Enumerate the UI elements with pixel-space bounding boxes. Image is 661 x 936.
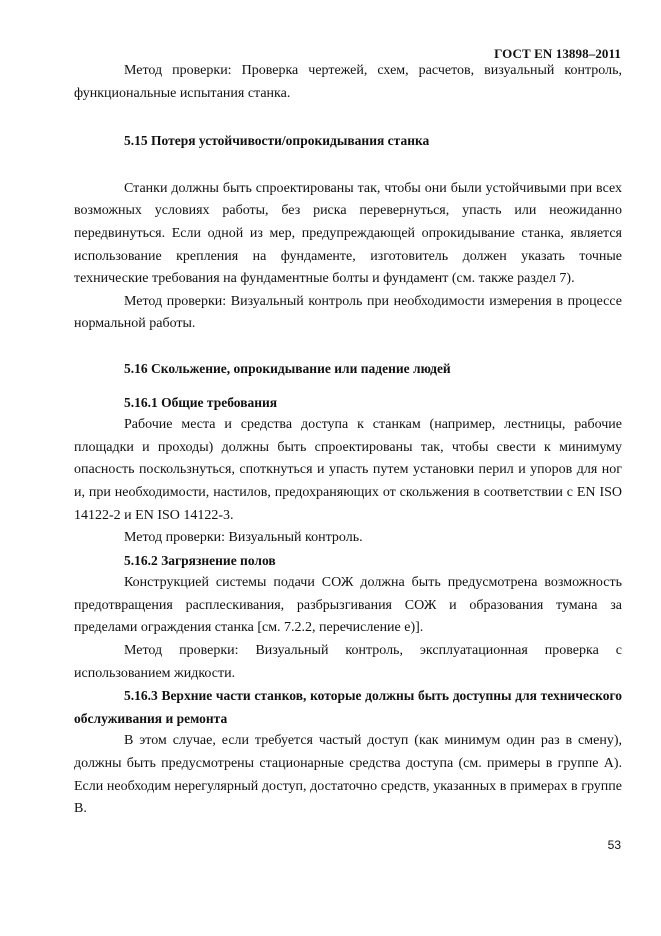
paragraph-intro-method: Метод проверки: Проверка чертежей, схем, расчетов, визуальный контроль, функциональные испытания станка. [74,63,622,101]
paragraph-5-16-1-method: Метод проверки: Визуальный контроль. [124,530,363,546]
paragraph-5-16-2-method: Метод проверки: Визуальный контроль, эксплуатационная проверка с использованием жидкости. [74,643,622,681]
paragraph-5-16-1-requirements: Рабочие места и средства доступа к станкам (например, лестницы, рабочие площадки и проходы) должны быть спроектированы так, чтобы свести к минимуму опасность поскользнуться, споткнуться и упасть путем установки перил и упоров для ног и, при необходимости, настилов, предохраняющих от скольжения в соответствии с EN ISO 14122-2 и EN ISO 14122-3. [74,417,622,523]
section-heading-5-16-1: 5.16.1 Общие требования [124,394,278,410]
section-heading-5-16-2: 5.16.2 Загрязнение полов [124,552,276,568]
paragraph-5-16-2-requirements: Конструкцией системы подачи СОЖ должна быть предусмотрена возможность предотвращения расплескивания, разбрызгивания СОЖ и образования тумана за пределами ограждения станка [см. 7.2.2, перечисление е)]. [74,575,622,636]
section-heading-5-16-3: 5.16.3 Верхние части станков, которые должны быть доступны для технического обслуживания и ремонта [74,688,622,726]
paragraph-5-15-method: Метод проверки: Визуальный контроль при необходимости измерения в процессе нормальной работы. [74,293,622,332]
page-number: 53 [607,838,621,852]
document-body [74,60,622,821]
paragraph-5-16-3-requirements: В этом случае, если требуется частый доступ (как минимум один раз в смену), должны быть предусмотрены стационарные средства доступа (см. примеры в группе А). Если необходим нерегулярный доступ, достаточно средств, указанных в примерах в группе В. [74,733,622,817]
section-heading-5-15: 5.15 Потеря устойчивости/опрокидывания станка [124,133,430,149]
standard-header: ГОСТ EN 13898–2011 [494,46,621,61]
paragraph-5-15-requirements: Станки должны быть спроектированы так, чтобы они были устойчивыми при всех возможных условиях работы, без риска перевернуться, упасть или неожиданно передвинуться. Если одной из мер, предупреждающей опрокидывание станка, является использование крепления на фундаменте, изготовитель должен указать точные технические требования на фундаментные болты и фундамент (см. также раздел 7). [74,180,622,287]
section-heading-5-16: 5.16 Скольжение, опрокидывание или падение людей [124,360,451,376]
